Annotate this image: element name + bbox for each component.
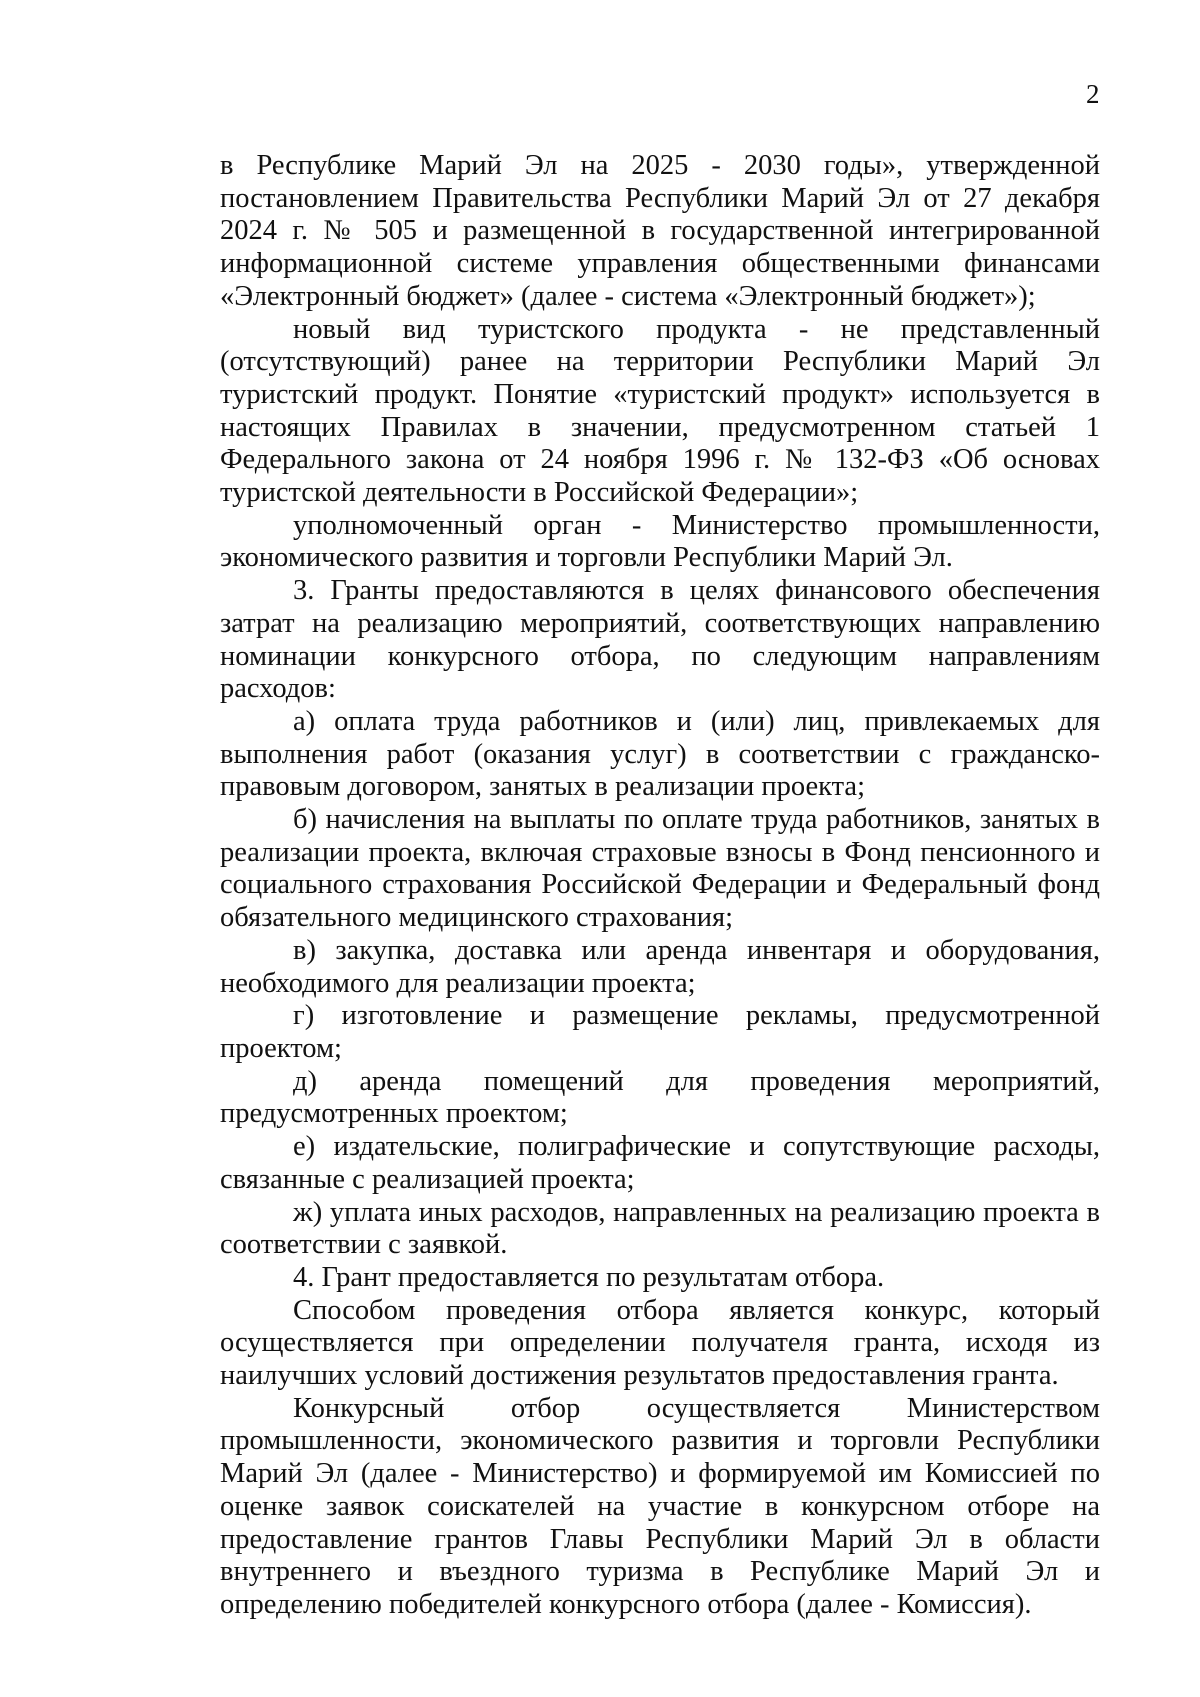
document-body — [220, 150, 1100, 1622]
paragraph-clause-4: 4. Грант предоставляется по результатам отбора. — [293, 1261, 885, 1293]
paragraph-selection-method: Способом проведения отбора является конкурс, который осуществляется при определении получателя гранта, исходя из наилучших условий достижения результатов предоставления гранта. — [220, 1294, 1100, 1392]
list-item-v: в) закупка, доставка или аренда инвентаря и оборудования, необходимого для реализации проекта; — [220, 934, 1100, 999]
list-item-g: г) изготовление и размещение рекламы, предусмотренной проектом; — [220, 1000, 1100, 1064]
paragraph-definition-new-product: новый вид туристского продукта - не представленный (отсутствующий) ранее на территории Республики Марий Эл туристский продукт. Понятие «туристский продукт» используется в настоящих Правилах в значении, предусмотренном статьей 1 Федерального закона от 24 ноября 1996 г. № 132-ФЗ «Об основах туристской деятельности в Российской Федерации»; — [220, 313, 1100, 509]
list-item-b: б) начисления на выплаты по оплате труда работников, занятых в реализации проекта, включая страховые взносы в Фонд пенсионного и социального страхования Российской Федерации и Федеральный фонд обязательного медицинского страхования; — [220, 804, 1100, 934]
paragraph-clause-3: 3. Гранты предоставляются в целях финансового обеспечения затрат на реализацию мероприятий, соответствующих направлению номинации конкурсного отбора, по следующим направлениям расходов: — [220, 575, 1100, 705]
paragraph-selection-organizer: Конкурсный отбор осуществляется Министерством промышленности, экономического развития и торговли Республики Марий Эл (далее - Министерство) и формируемой им Комиссией по оценке заявок соискателей на участие в конкурсном отборе на предоставление грантов Главы Республики Марий Эл в области внутреннего и въездного туризма в Республике Марий Эл и определению победителей конкурсного отбора (далее - Комиссия). — [220, 1392, 1100, 1620]
page-number: 2 — [1086, 79, 1100, 109]
list-item-zh: ж) уплата иных расходов, направленных на реализацию проекта в соответствии с заявкой. — [220, 1196, 1100, 1261]
paragraph-continuation: в Республике Марий Эл на 2025 - 2030 годы», утвержденной постановлением Правительства Республики Марий Эл от 27 декабря 2024 г. № 505 и размещенной в государственной интегрированной информационной системе управления общественными финансами «Электронный бюджет» (далее - система «Электронный бюджет»); — [220, 150, 1100, 312]
list-item-d: д) аренда помещений для проведения мероприятий, предусмотренных проектом; — [220, 1065, 1100, 1130]
list-item-e: е) издательские, полиграфические и сопутствующие расходы, связанные с реализацией проекта; — [220, 1131, 1100, 1195]
paragraph-definition-authorized-body: уполномоченный орган - Министерство промышленности, экономического развития и торговли Республики Марий Эл. — [220, 509, 1100, 574]
list-item-a: а) оплата труда работников и (или) лиц, привлекаемых для выполнения работ (оказания услуг) в соответствии с гражданско-правовым договором, занятых в реализации проекта; — [220, 705, 1100, 803]
